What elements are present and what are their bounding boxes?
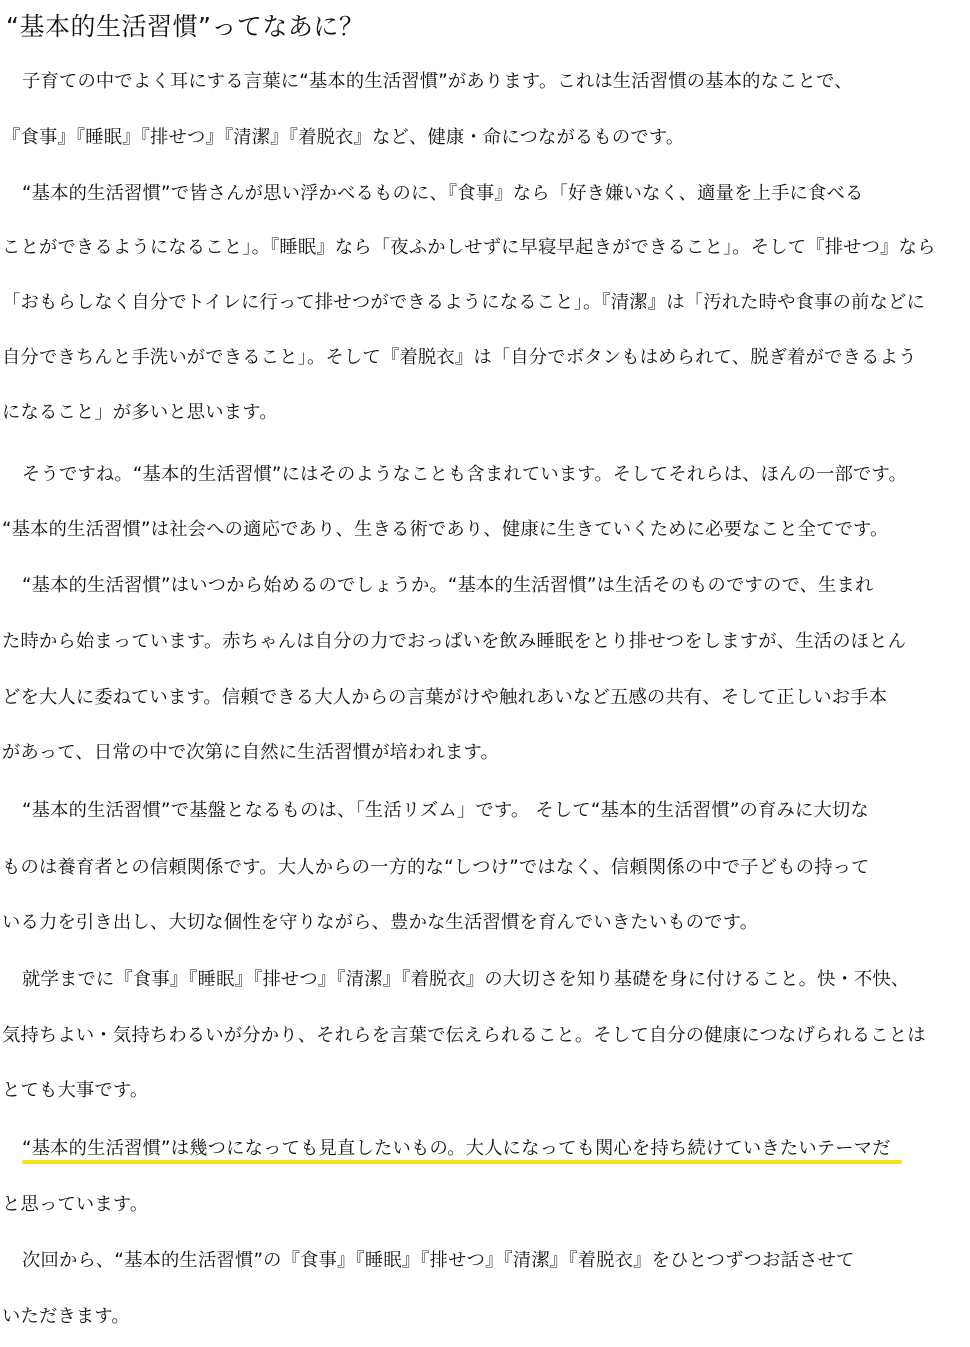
text-line: 自分できちんと手洗いができること」。そして『着脱衣』は「自分でボタンもはめられて、脱ぎ着ができるよう <box>2 347 917 368</box>
text-line: “基本的生活習慣”で皆さんが思い浮かべるものに、『食事』なら「好き嫌いなく、適量を上手に食べる <box>22 183 864 204</box>
page-title: “基本的生活習慣”ってなあに？ <box>6 12 365 41</box>
text-line: “基本的生活習慣”は社会への適応であり、生きる術であり、健康に生きていくために必要なこと全てです。 <box>2 519 889 540</box>
text-line: になること」が多いと思います。 <box>2 402 278 423</box>
text-line: いる力を引き出し、大切な個性を守りながら、豊かな生活習慣を育んでいきたいものです。 <box>2 912 759 933</box>
text-line: “基本的生活習慣”はいつから始めるのでしょうか。“基本的生活習慣”は生活そのものですので、生まれ <box>22 575 874 596</box>
text-line: “基本的生活習慣”で基盤となるものは、「生活リズム」です。 そして“基本的生活習慣”の育みに大切な <box>22 800 869 821</box>
text-line: ことができるようになること」。『睡眠』なら「夜ふかしせずに早寝早起きができること」。そして『排せつ』なら <box>2 237 936 258</box>
text-line: いただきます。 <box>2 1306 130 1327</box>
highlight-underline <box>22 1160 902 1164</box>
text-line: 次回から、“基本的生活習慣”の『食事』『睡眠』『排せつ』『清潔』『着脱衣』をひとつずつお話させて <box>22 1250 855 1271</box>
text-line: 「おもらしなく自分でトイレに行って排せつができるようになること」。『清潔』は「汚れた時や食事の前などに <box>2 292 925 313</box>
text-line: があって、日常の中で次第に自然に生活習慣が培われます。 <box>2 742 499 763</box>
text-line: 就学までに『食事』『睡眠』『排せつ』『清潔』『着脱衣』の大切さを知り基礎を身に付けること。快・不快、 <box>22 969 910 990</box>
text-line: と思っています。 <box>2 1194 149 1215</box>
text-line: 子育ての中でよく耳にする言葉に“基本的生活習慣”があります。これは生活習慣の基本的なことで、 <box>22 71 853 92</box>
text-line: どを大人に委ねています。信頼できる大人からの言葉がけや触れあいなど五感の共有、そして正しいお手本 <box>2 687 888 708</box>
text-line: そうですね。“基本的生活習慣”にはそのようなことも含まれています。そしてそれらは、ほんの一部です。 <box>22 464 908 485</box>
text-line: とても大事です。 <box>2 1080 149 1101</box>
text-line: た時から始まっています。赤ちゃんは自分の力でおっぱいを飲み睡眠をとり排せつをしますが、生活のほとん <box>2 631 907 652</box>
text-line: 『食事』『睡眠』『排せつ』『清潔』『着脱衣』など、健康・命につながるものです。 <box>2 127 685 148</box>
text-line: ものは養育者との信頼関係です。大人からの一方的な“しつけ”ではなく、信頼関係の中で子どもの持って <box>2 857 870 878</box>
text-line: 気持ちよい・気持ちわるいが分かり、それらを言葉で伝えられること。そして自分の健康につなげられることは <box>2 1025 926 1046</box>
highlighted-text-line: “基本的生活習慣”は幾つになっても見直したいもの。大人になっても関心を持ち続けていきたいテーマだ <box>22 1138 891 1159</box>
